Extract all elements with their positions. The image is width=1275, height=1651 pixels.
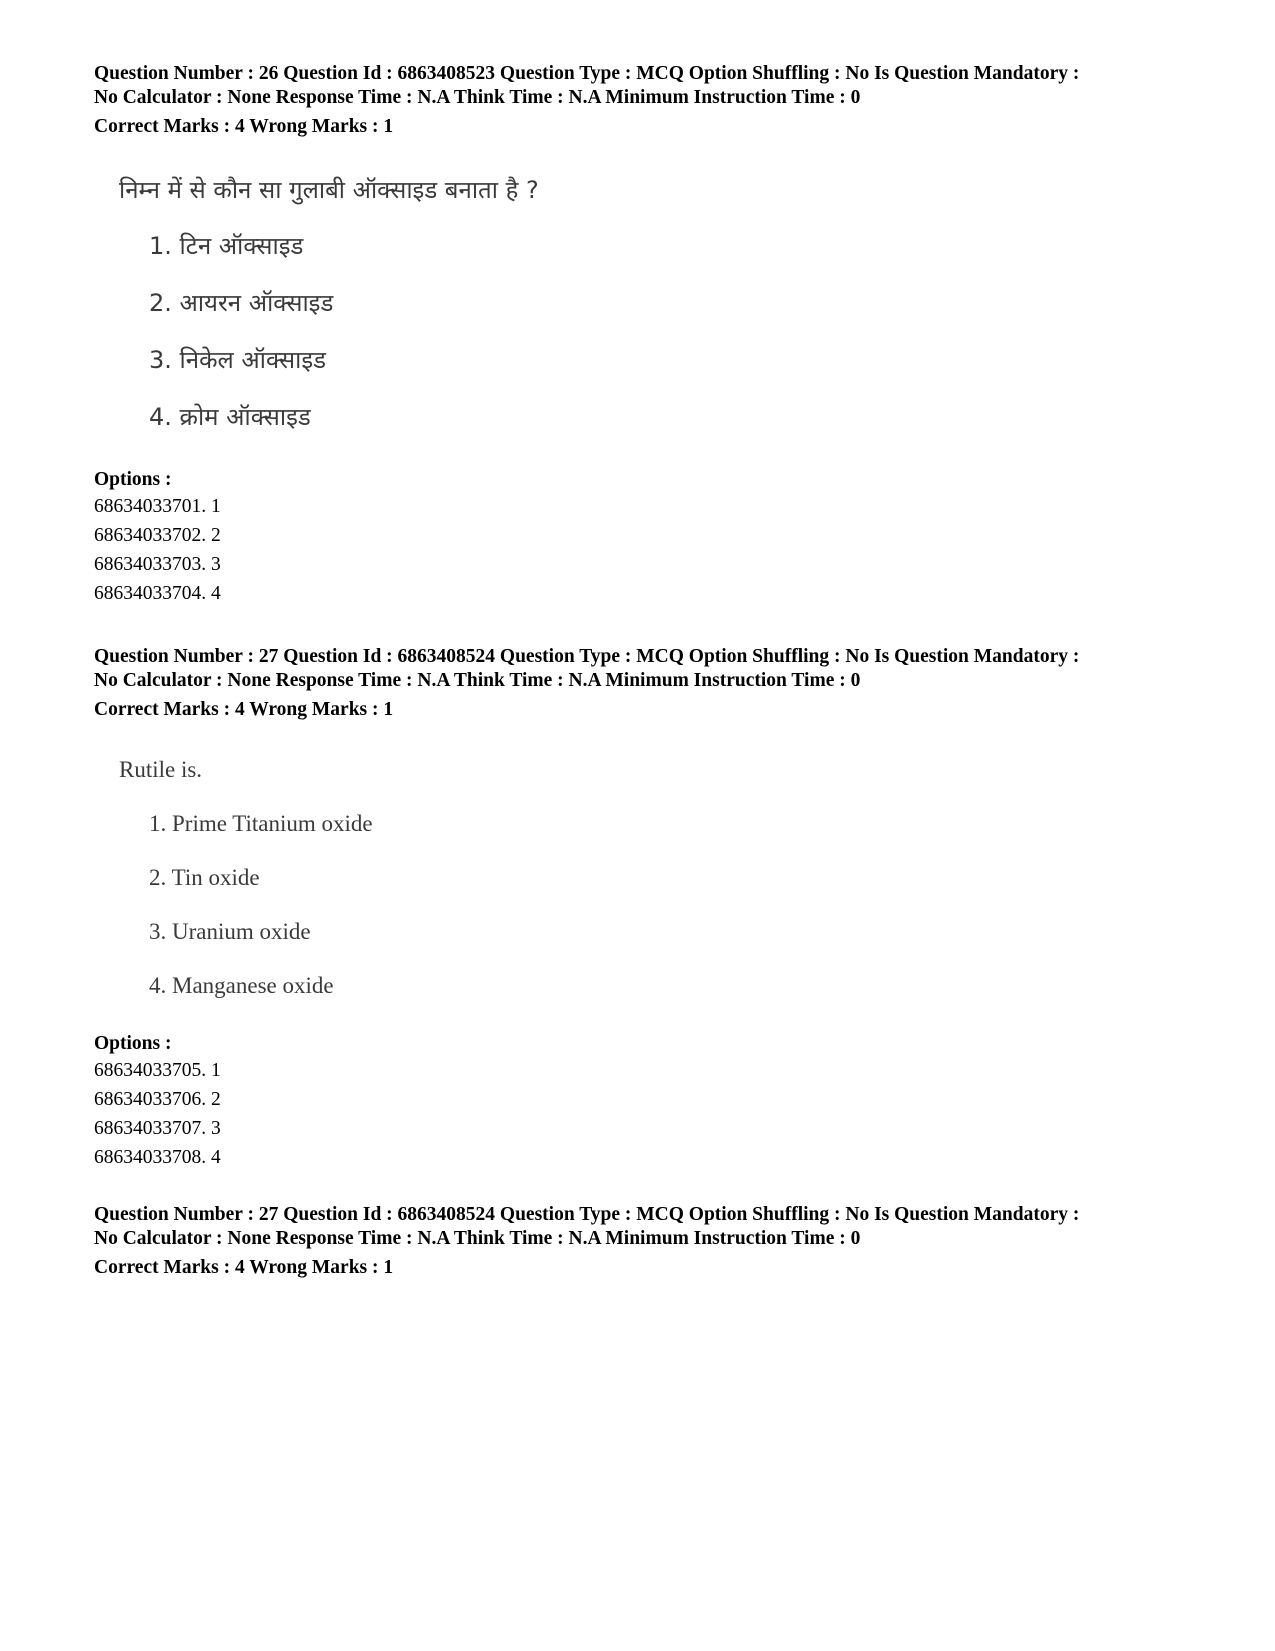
question-choice: 2. आयरन ऑक्साइड	[149, 289, 334, 317]
options-title: Options :	[94, 1033, 172, 1054]
option-item: 68634033708. 4	[94, 1147, 221, 1168]
question-block	[94, 1203, 1204, 1280]
question-choice: 4. Manganese oxide	[149, 973, 334, 998]
question-meta-line: Question Number : 27 Question Id : 6863408524 Question Type : MCQ Option Shuffling : No Is Question Mandatory :	[94, 1204, 1080, 1225]
options-list	[94, 468, 1204, 608]
question-choice: 2. Tin oxide	[149, 865, 260, 890]
options-title: Options :	[94, 469, 172, 490]
marks-line: Correct Marks : 4 Wrong Marks : 1	[94, 1257, 394, 1278]
option-item: 68634033702. 2	[94, 525, 221, 546]
marks-line: Correct Marks : 4 Wrong Marks : 1	[94, 116, 394, 137]
question-choice: 1. Prime Titanium oxide	[149, 811, 373, 836]
option-item: 68634033707. 3	[94, 1118, 221, 1139]
option-item: 68634033701. 1	[94, 496, 221, 517]
question-block	[94, 62, 1204, 608]
question-meta-line: Question Number : 27 Question Id : 6863408524 Question Type : MCQ Option Shuffling : No Is Question Mandatory :	[94, 646, 1080, 667]
question-image	[119, 742, 1204, 1024]
question-text: निम्न में से कौन सा गुलाबी ऑक्साइड बनाता है ?	[119, 176, 539, 204]
question-meta-line: No Calculator : None Response Time : N.A Think Time : N.A Minimum Instruction Time : 0	[94, 670, 861, 691]
question-choice: 3. निकेल ऑक्साइड	[149, 346, 326, 374]
question-choice: 3. Uranium oxide	[149, 919, 311, 944]
option-item: 68634033705. 1	[94, 1060, 221, 1081]
question-block	[94, 645, 1204, 1172]
option-item: 68634033703. 3	[94, 554, 221, 575]
question-image	[119, 159, 1204, 459]
question-choice: 1. टिन ऑक्साइड	[149, 232, 304, 260]
question-meta-line: No Calculator : None Response Time : N.A Think Time : N.A Minimum Instruction Time : 0	[94, 1228, 861, 1249]
option-item: 68634033704. 4	[94, 583, 221, 604]
question-meta-line: Question Number : 26 Question Id : 6863408523 Question Type : MCQ Option Shuffling : No Is Question Mandatory :	[94, 63, 1080, 84]
question-meta-line: No Calculator : None Response Time : N.A Think Time : N.A Minimum Instruction Time : 0	[94, 87, 861, 108]
question-choice: 4. क्रोम ऑक्साइड	[149, 403, 311, 431]
question-text: Rutile is.	[119, 757, 203, 782]
options-list	[94, 1032, 1204, 1172]
option-item: 68634033706. 2	[94, 1089, 221, 1110]
marks-line: Correct Marks : 4 Wrong Marks : 1	[94, 699, 394, 720]
